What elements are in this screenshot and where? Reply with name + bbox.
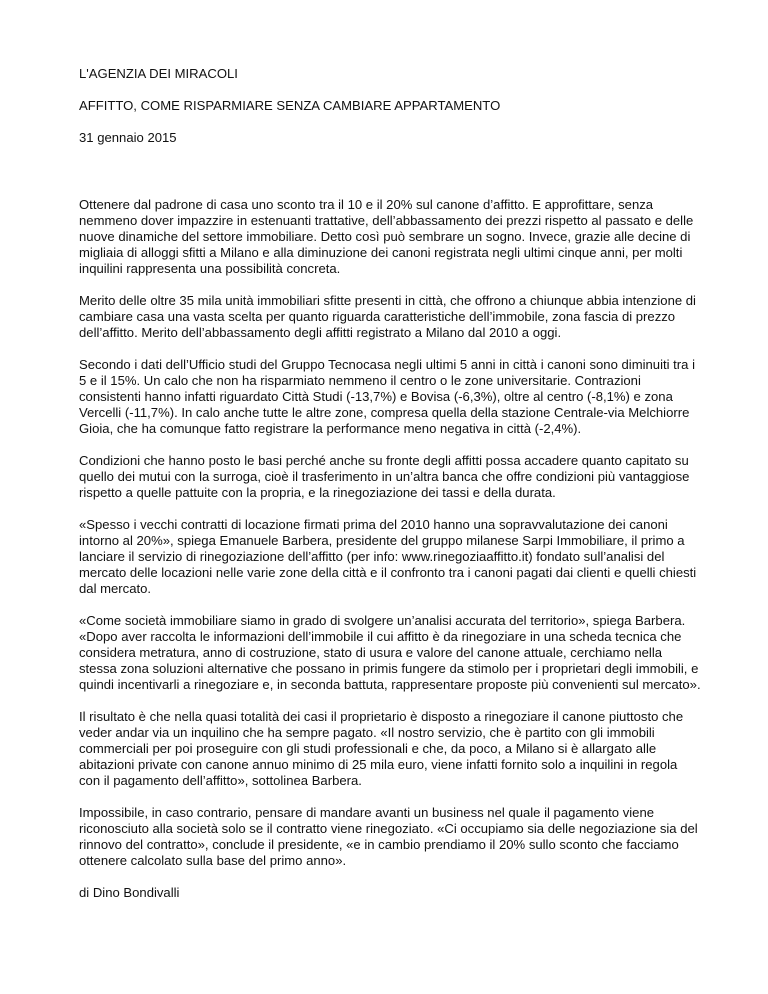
article-headline: AFFITTO, COME RISPARMIARE SENZA CAMBIARE APPARTAMENTO <box>79 98 501 113</box>
article-kicker: L'AGENZIA DEI MIRACOLI <box>79 66 238 81</box>
article-date: 31 gennaio 2015 <box>79 130 177 145</box>
paragraph: «Come società immobiliare siamo in grado di svolgere un’analisi accurata del territorio», spiega Barbera. «Dopo aver raccolta le informazioni dell’immobile il cui affitto è da rinegoziare in una scheda tecnica che considera metratura, anno di costruzione, stato di usura e valore del canone attuale, cerchiamo nella stessa zona soluzioni alternative che possano in primis fungere da stimolo per i proprietari degli immobili, e quindi incentivarli a rinegoziare e, in seconda battuta, rappresentare proposte più convenienti sul mercato». <box>79 613 701 692</box>
paragraph: Impossibile, in caso contrario, pensare di mandare avanti un business nel quale il pagamento viene riconosciuto alla società solo se il contratto viene rinegoziato. «Ci occupiamo sia delle negoziazione sia del rinnovo del contratto», conclude il presidente, «e in cambio prendiamo il 20% sullo sconto che facciamo ottenere calcolato sulla base del primo anno». <box>79 805 698 868</box>
article <box>79 66 701 901</box>
paragraph: Ottenere dal padrone di casa uno sconto tra il 10 e il 20% sul canone d’affitto. E approfittare, senza nemmeno dover impazzire in estenuanti trattative, dell’abbassamento dei prezzi rispetto al passato e delle nuove dinamiche del settore immobiliare. Detto così può sembrare un sogno. Invece, grazie alle decine di migliaia di alloggi sfitti a Milano e alla diminuzione dei canoni registrata negli ultimi cinque anni, per molti inquilini rappresenta una possibilità concreta. <box>79 197 694 276</box>
paragraph: Merito delle oltre 35 mila unità immobiliari sfitte presenti in città, che offrono a chiunque abbia intenzione di cambiare casa una vasta scelta per quanto riguarda caratteristiche dell’immobile, zona fascia di prezzo dell’affitto. Merito dell’abbassamento degli affitti registrato a Milano dal 2010 a oggi. <box>79 293 696 340</box>
paragraph: Il risultato è che nella quasi totalità dei casi il proprietario è disposto a rinegoziare il canone piuttosto che veder andar via un inquilino che ha sempre pagato. «Il nostro servizio, che è partito con gli immobili commerciali per poi proseguire con gli studi professionali e che, da poco, a Milano si è allargato alle abitazioni private con canone annuo minimo di 25 mila euro, viene infatti fornito solo a inquilini in regola con il pagamento dell’affitto», sottolinea Barbera. <box>79 709 684 788</box>
paragraph: «Spesso i vecchi contratti di locazione firmati prima del 2010 hanno una sopravvalutazione dei canoni intorno al 20%», spiega Emanuele Barbera, presidente del gruppo milanese Sarpi Immobiliare, il primo a lanciare il servizio di rinegoziazione dell’affitto (per info: www.rinegoziaaffitto.it) fondato sull’analisi del mercato delle locazioni nelle varie zone della città e il confronto tra i canoni pagati dai clienti e quelli chiesti dal mercato. <box>79 517 697 596</box>
paragraph: Secondo i dati dell’Ufficio studi del Gruppo Tecnocasa negli ultimi 5 anni in città i canoni sono diminuiti tra i 5 e il 15%. Un calo che non ha risparmiato nemmeno il centro o le zone universitarie. Contrazioni consistenti hanno infatti riguardato Città Studi (-13,7%) e Bovisa (-6,3%), oltre al centro (-8,1%) e zona Vercelli (-11,7%). In calo anche tutte le altre zone, compresa quella della stazione Centrale-via Melchiorre Gioia, che ha comunque fatto registrare la performance meno negativa in città (-2,4%). <box>79 357 695 436</box>
article-byline: di Dino Bondivalli <box>79 885 180 900</box>
paragraph: Condizioni che hanno posto le basi perché anche su fronte degli affitti possa accadere quanto capitato su quello dei mutui con la surroga, cioè il trasferimento in un’altra banca che offre condizioni più vantaggiose rispetto a quelle pattuite con la propria, e la rinegoziazione dei tassi e della durata. <box>79 453 690 500</box>
